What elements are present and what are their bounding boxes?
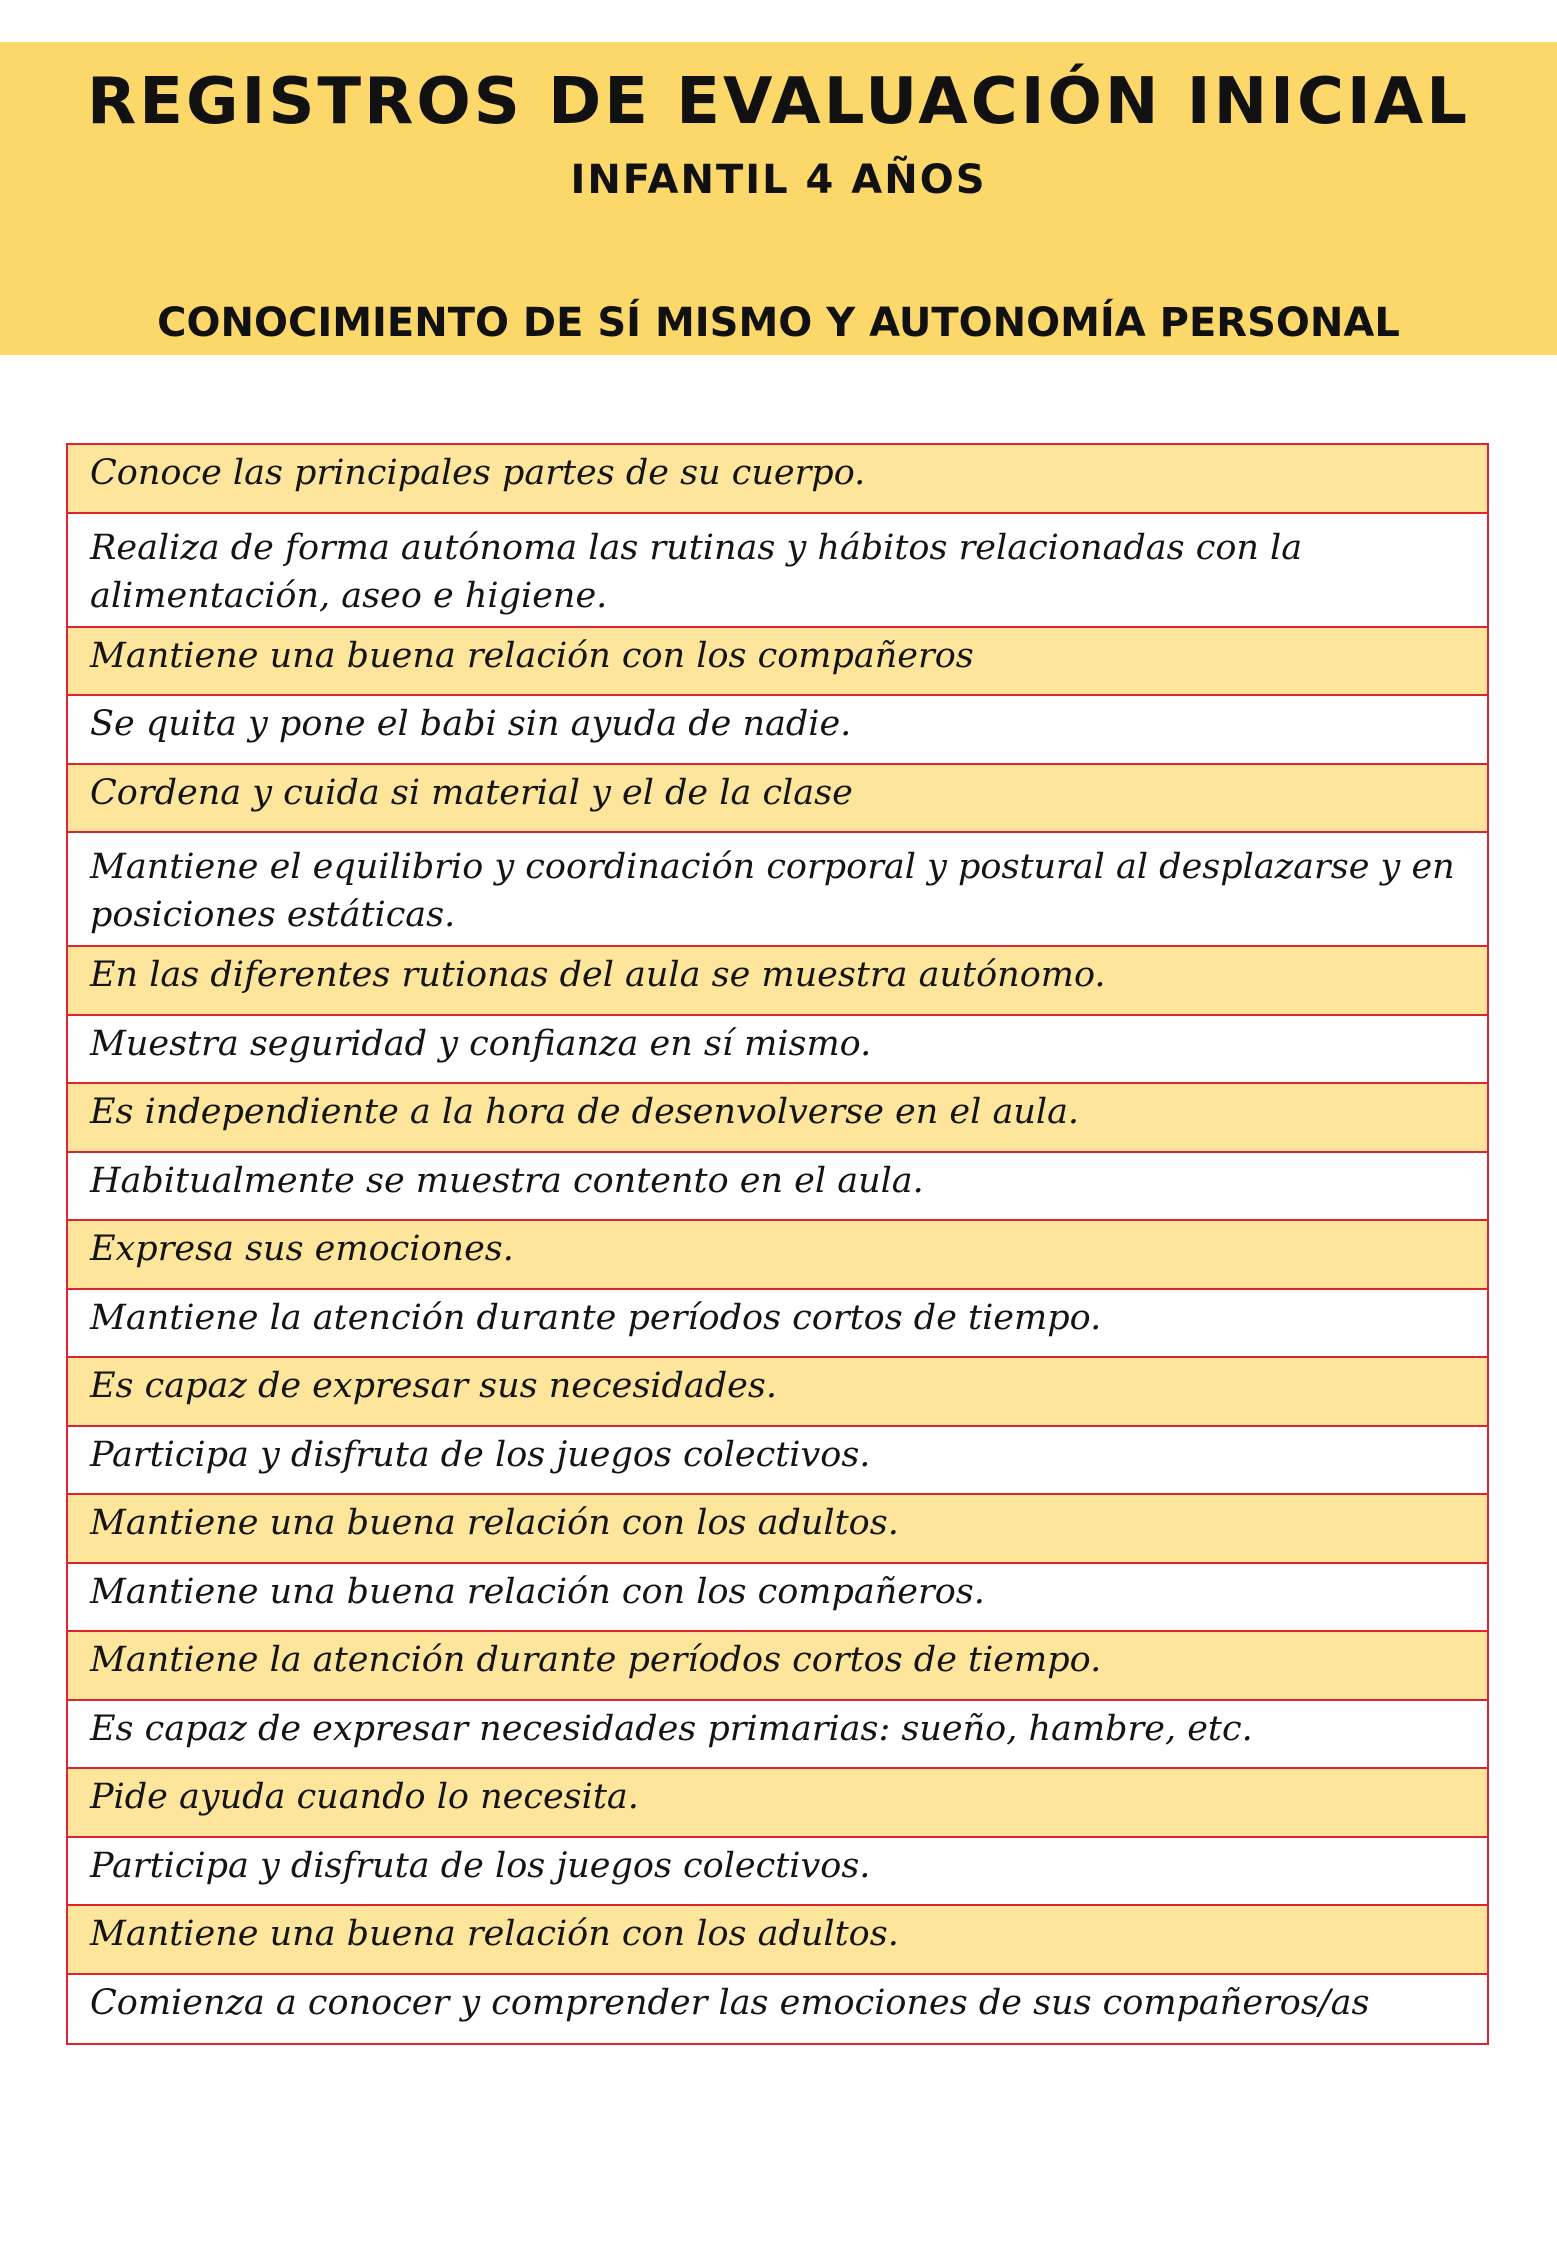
list-item: Mantiene la atención durante períodos cortos de tiempo. (68, 1290, 1487, 1359)
list-item: Realiza de forma autónoma las rutinas y hábitos relacionadas con la alimentación, aseo e higiene. (68, 514, 1487, 628)
evaluation-list (66, 443, 1489, 2045)
list-item: Mantiene una buena relación con los adultos. (68, 1906, 1487, 1975)
list-item: Cordena y cuida si material y el de la clase (68, 765, 1487, 834)
list-item: Pide ayuda cuando lo necesita. (68, 1769, 1487, 1838)
section-title: CONOCIMIENTO DE SÍ MISMO Y AUTONOMÍA PERSONAL (157, 300, 1400, 346)
list-item: Se quita y pone el babi sin ayuda de nadie. (68, 696, 1487, 765)
list-item: Mantiene una buena relación con los compañeros. (68, 1564, 1487, 1633)
page-subtitle: INFANTIL 4 AÑOS (570, 157, 987, 203)
list-item: Participa y disfruta de los juegos colectivos. (68, 1427, 1487, 1496)
list-item: Es capaz de expresar sus necesidades. (68, 1358, 1487, 1427)
list-item: Es capaz de expresar necesidades primarias: sueño, hambre, etc. (68, 1701, 1487, 1770)
list-item: Es independiente a la hora de desenvolverse en el aula. (68, 1084, 1487, 1153)
list-item: Mantiene una buena relación con los compañeros (68, 628, 1487, 697)
list-item: Participa y disfruta de los juegos colectivos. (68, 1838, 1487, 1907)
list-item: Habitualmente se muestra contento en el aula. (68, 1153, 1487, 1222)
list-item: Mantiene una buena relación con los adultos. (68, 1495, 1487, 1564)
page-title: REGISTROS DE EVALUACIÓN INICIAL (86, 65, 1471, 139)
list-item: En las diferentes rutionas del aula se muestra autónomo. (68, 947, 1487, 1016)
list-item: Expresa sus emociones. (68, 1221, 1487, 1290)
list-item: Conoce las principales partes de su cuerpo. (68, 445, 1487, 514)
list-item: Muestra seguridad y confianza en sí mismo. (68, 1016, 1487, 1085)
list-item: Mantiene la atención durante períodos cortos de tiempo. (68, 1632, 1487, 1701)
list-item: Mantiene el equilibrio y coordinación corporal y postural al desplazarse y en posiciones estáticas. (68, 833, 1487, 947)
list-item: Comienza a conocer y comprender las emociones de sus compañeros/as (68, 1975, 1487, 2044)
